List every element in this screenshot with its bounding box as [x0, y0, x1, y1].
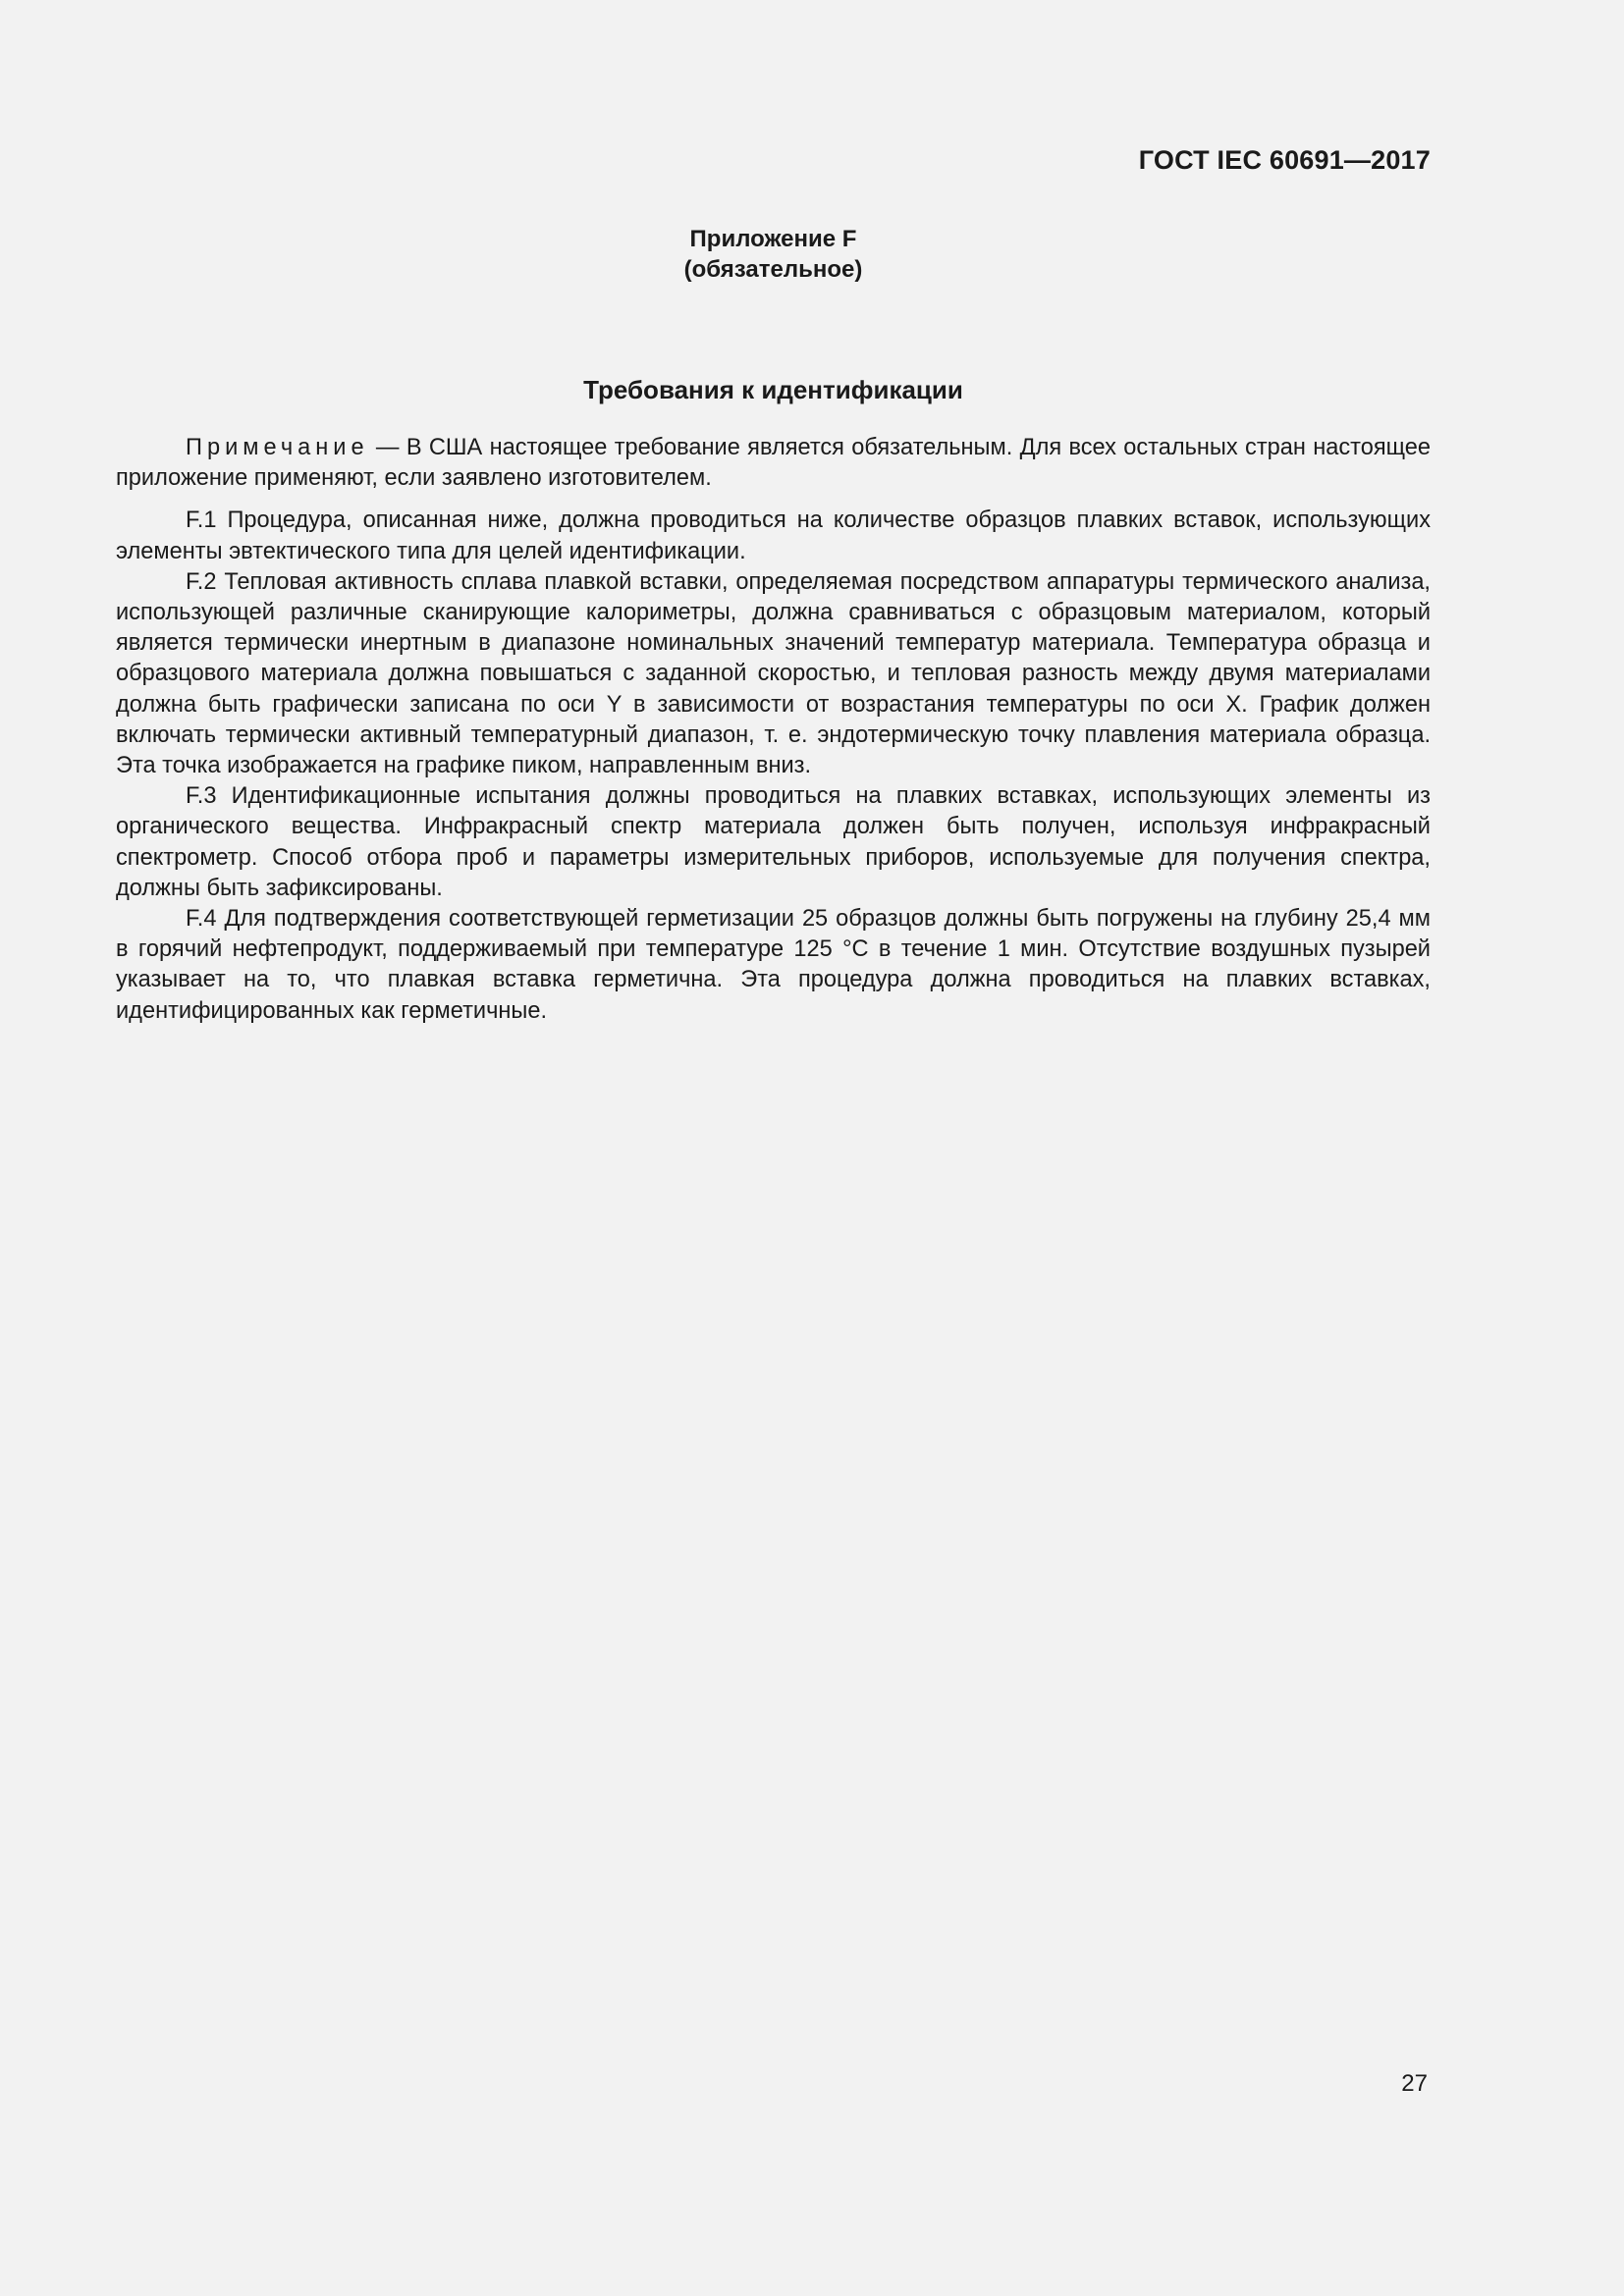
paragraph-f2: F.2 Тепловая активность сплава плавкой вставки, определяемая посредством аппаратуры термического анализа, использующей различные сканирующие калориметры, должна сравниваться с образцовым материалом, который является термически инертным в диапазоне номинальных значений температур материала. Температура образца и образцового материала должна повышаться с заданной скоростью, и тепловая разность между двумя материалами должна быть графически записана по оси Y в зависимости от возрастания температуры по оси X. График должен включать термически активный температурный диапазон, т. е. эндотермическую точку плавления материала образца. Эта точка изображается на графике пиком, направленным вниз.: [116, 568, 1431, 779]
appendix-status: (обязательное): [683, 256, 863, 283]
section-title: Требования к идентификации: [583, 375, 963, 404]
page-number: 27: [1401, 2070, 1428, 2097]
appendix-title: Приложение F: [689, 226, 857, 252]
note-text: — В США настоящее требование является обязательным. Для всех остальных стран настоящее приложение применяют, если заявлено изготовителем.: [116, 435, 1431, 492]
document-code: ГОСТ IEC 60691—2017: [1138, 145, 1431, 175]
paragraph-f3: F.3 Идентификационные испытания должны проводиться на плавких вставках, использующих элементы из органического вещества. Инфракрасный спектр материала должен быть получен, используя инфракрасный спектрометр. Способ отбора проб и параметры измерительных приборов, используемые для получения спектра, должны быть зафиксированы.: [116, 783, 1431, 901]
note-paragraph: [116, 433, 1431, 494]
note-label: Примечание: [186, 435, 369, 460]
appendix-heading: [0, 224, 1546, 285]
paragraph-f1: F.1 Процедура, описанная ниже, должна проводиться на количестве образцов плавких вставок, использующих элементы эвтектического типа для целей идентификации.: [116, 507, 1431, 564]
paragraph-f4: F.4 Для подтверждения соответствующей герметизации 25 образцов должны быть погружены на глубину 25,4 мм в горячий нефтепродукт, поддерживаемый при температуре 125 °С в течение 1 мин. Отсутствие воздушных пузырей указывает на то, что плавкая вставка герметична. Эта процедура должна проводиться на плавких вставках, идентифицированных как герметичные.: [116, 906, 1431, 1024]
body-text: [116, 433, 1431, 1027]
